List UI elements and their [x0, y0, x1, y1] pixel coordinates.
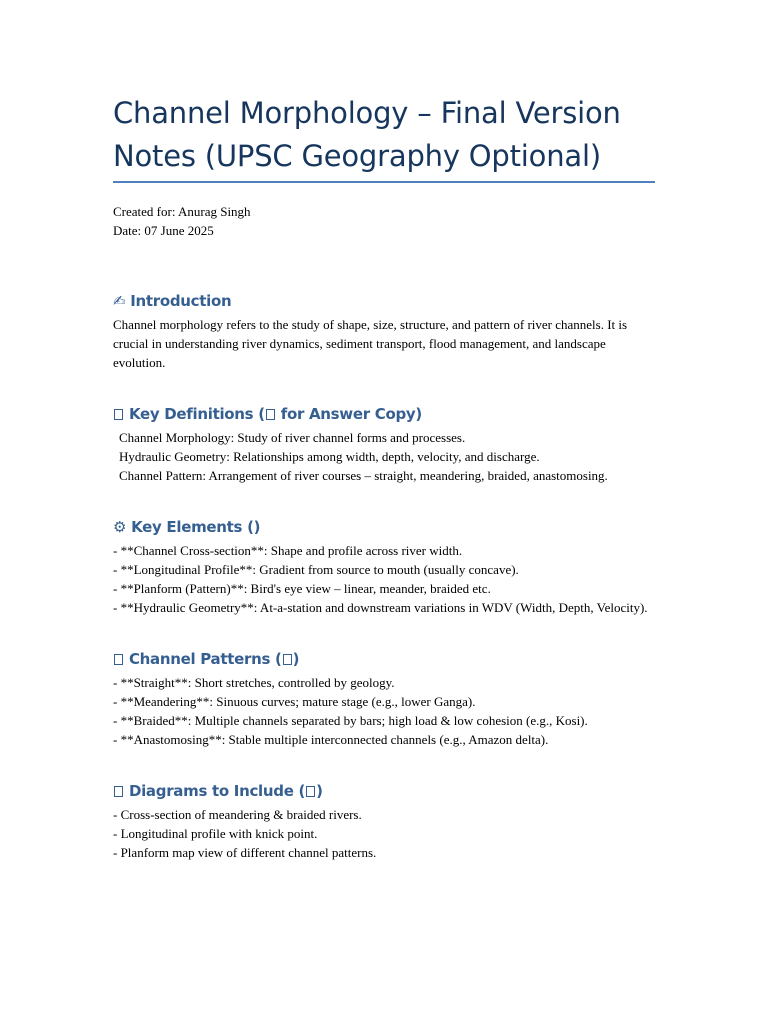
section-introduction — [113, 291, 655, 372]
introduction-heading — [113, 291, 655, 311]
missing-glyph-icon — [114, 409, 123, 420]
pattern-line: - **Straight**: Short stretches, controlled by geology. — [113, 675, 395, 690]
gear-icon: ⚙ — [113, 518, 127, 536]
diagrams-list — [113, 805, 655, 862]
missing-glyph-icon — [266, 409, 275, 420]
pattern-line: - **Braided**: Multiple channels separated by bars; high load & low cohesion (e.g., Kosi). — [113, 713, 588, 728]
document-page — [113, 92, 655, 862]
diagram-line: - Planform map view of different channel patterns. — [113, 845, 377, 860]
definition-line: Hydraulic Geometry: Relationships among width, depth, velocity, and discharge. — [119, 449, 540, 464]
channel-patterns-heading — [113, 649, 655, 669]
channel-patterns-heading-text-b: ) — [292, 650, 300, 668]
key-definitions-heading — [113, 404, 655, 424]
element-line: - **Hydraulic Geometry**: At-a-station and downstream variations in WDV (Width, Depth, Velocity). — [113, 600, 648, 615]
section-diagrams — [113, 781, 655, 862]
date-line: Date: 07 June 2025 — [113, 223, 214, 238]
definition-line: Channel Pattern: Arrangement of river courses – straight, meandering, braided, anastomosing. — [119, 468, 608, 483]
created-for-line: Created for: Anurag Singh — [113, 204, 251, 219]
section-channel-patterns — [113, 649, 655, 749]
diagrams-heading-text-a: Diagrams to Include ( — [128, 782, 306, 800]
key-definitions-heading-text-a: Key Definitions ( — [128, 405, 265, 423]
pattern-line: - **Meandering**: Sinuous curves; mature stage (e.g., lower Ganga). — [113, 694, 476, 709]
missing-glyph-icon — [114, 786, 123, 797]
key-elements-heading-text: Key Elements () — [131, 518, 261, 536]
missing-glyph-icon — [114, 654, 123, 665]
key-definitions-list — [113, 428, 655, 485]
element-line: - **Channel Cross-section**: Shape and profile across river width. — [113, 543, 463, 558]
channel-patterns-heading-text-a: Channel Patterns ( — [128, 650, 282, 668]
missing-glyph-icon — [283, 654, 292, 665]
missing-glyph-icon — [306, 786, 315, 797]
introduction-text: Channel morphology refers to the study of shape, size, structure, and pattern of river channels. It is crucial in understanding river dynamics, sediment transport, flood management, and landscape evolution. — [113, 317, 628, 370]
key-elements-heading — [113, 517, 655, 537]
diagram-line: - Cross-section of meandering & braided rivers. — [113, 807, 362, 822]
document-title: Channel Morphology – Final Version Notes (UPSC Geography Optional) — [113, 92, 655, 183]
definition-line: Channel Morphology: Study of river channel forms and processes. — [119, 430, 466, 445]
section-key-definitions — [113, 404, 655, 485]
section-key-elements — [113, 517, 655, 617]
element-line: - **Longitudinal Profile**: Gradient from source to mouth (usually concave). — [113, 562, 519, 577]
diagrams-heading — [113, 781, 655, 801]
document-meta — [113, 202, 655, 240]
key-elements-list — [113, 541, 655, 617]
key-definitions-heading-text-b: for Answer Copy) — [280, 405, 422, 423]
channel-patterns-list — [113, 673, 655, 749]
writing-hand-icon: ✍ — [113, 292, 126, 310]
diagram-line: - Longitudinal profile with knick point. — [113, 826, 318, 841]
introduction-heading-text: Introduction — [130, 292, 232, 310]
pattern-line: - **Anastomosing**: Stable multiple interconnected channels (e.g., Amazon delta). — [113, 732, 549, 747]
diagrams-heading-text-b: ) — [316, 782, 323, 800]
element-line: - **Planform (Pattern)**: Bird's eye view – linear, meander, braided etc. — [113, 581, 491, 596]
